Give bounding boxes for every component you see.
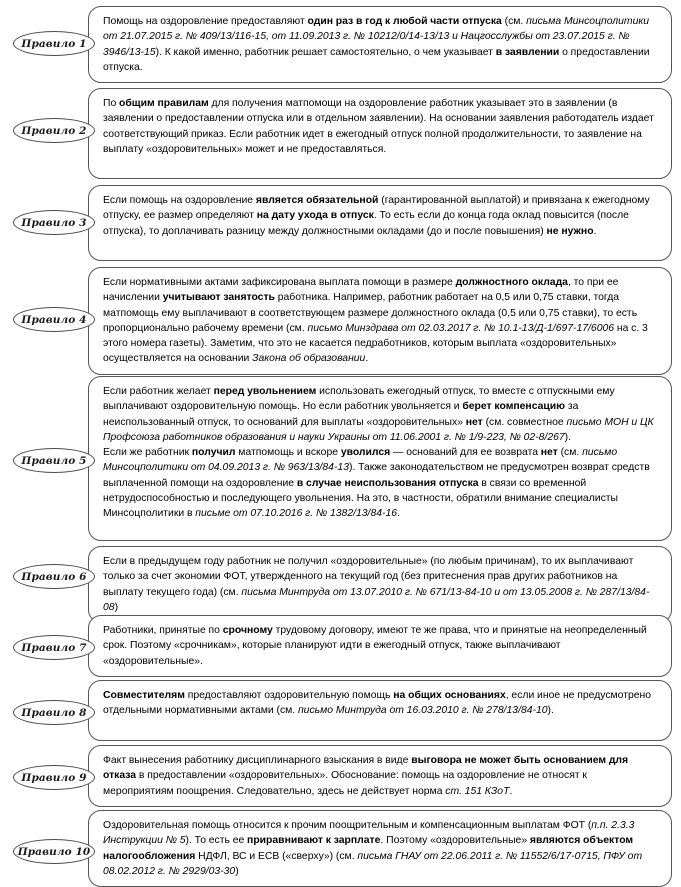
rule-badge-label-5: Правило 5: [21, 454, 87, 467]
rule-box-1: [88, 6, 672, 83]
rule-badge-label-10: Правило 10: [17, 845, 91, 858]
rule-badge-3: [13, 210, 95, 235]
rule-text-5: Если работник желает перед увольнением использовать ежегодный отпуск, то вместе с отпускными ему выплачивают оздоровительную помощь. Но если работник увольняется и берет компенсацию за неиспользованный отпуск, то оснований для выплаты «оздоровительных» нет (см. совместное письмо МОН и ЦК Профсоюза работников образования и науки Украины от 11.06.2001 г. № 1/9-223, № 02-8/267). Если же работник получил матпомощь и вскоре уволился — оснований для ее возврата нет (см. письмо Минсоцполитики от 04.09.2013 г. № 963/13/84-13). Также законодательством не предусмотрен возврат средств выплаченной помощи на оздоровление в случае неиспользования отпуска в связи со временной нетрудоспособностью и последующего увольнения. На это, в частности, обратили внимание специалисты Минсоцполитики в письме от 07.10.2016 г. № 1382/13/84-16.: [103, 386, 654, 520]
rule-badge-label-1: Правило 1: [21, 37, 87, 50]
rule-badge-label-2: Правило 2: [21, 124, 87, 137]
rule-text-10: Оздоровительная помощь относится к прочим поощрительным и компенсационным выплатам ФОТ (п.п. 2.3.3 Инструкции № 5). То есть ее приравнивают к зарплате. Поэтому «оздоровительные» являются объектом налогообложения НДФЛ, ВС и ЕСВ («сверху») (см. письма ГНАУ от 22.06.2011 г. № 11552/6/17-0715, ПФУ от 08.02.2012 г. № 2929/03-30): [103, 820, 643, 877]
rule-text-4: Если нормативными актами зафиксирована выплата помощи в размере должностного оклада, то при ее начислении учитывают занятость работника. Например, работник работает на 0,5 или 0,75 ставки, тогда матпомощь ему выплачивают в соответствующем размере должностного оклада (0,5 или 0,75 ставки), то есть пропорционально рабочему времени (см. письмо Минздрава от 02.03.2017 г. № 10.1-13/Д-1/697-17/6006 на с. 3 этого номера газеты). Заметим, что это не касается педработников, которым выплата «оздоровительных» осуществляется на основании Закона об образовании.: [103, 277, 648, 365]
rule-box-10: [88, 810, 672, 887]
rule-text-7: Работники, принятые по срочному трудовому договору, имеют те же права, что и принятые на неопределенный срок. Поэтому «срочникам», которые планируют идти в ежегодный отпуск, также выплачивают «оздоровительные».: [103, 625, 647, 667]
rule-badge-label-7: Правило 7: [21, 641, 87, 654]
rule-badge-8: [13, 700, 95, 725]
rule-box-9: [88, 745, 672, 807]
rule-badge-label-6: Правило 6: [21, 570, 87, 583]
rule-box-8: [88, 680, 672, 741]
rule-badge-label-3: Правило 3: [21, 216, 87, 229]
rule-badge-10: [13, 839, 95, 864]
rule-badge-label-8: Правило 8: [21, 706, 87, 719]
rule-badge-1: [13, 31, 95, 56]
rule-box-2: [88, 88, 672, 179]
rule-box-7: [88, 615, 672, 677]
rule-text-1: Помощь на оздоровление предоставляют один раз в год к любой части отпуска (см. письма Минсоцполитики от 21.07.2015 г. № 409/13/116-15, от 11.09.2013 г. № 10212/0/14-13/13 и Нацгосслужбы от 23.07.2015 г. № 3946/13-15). К какой именно, работник решает самостоятельно, о чем указывает в заявлении о предоставлении отпуска.: [103, 16, 650, 73]
rule-box-6: [88, 546, 672, 623]
rule-text-2: По общим правилам для получения матпомощи на оздоровление работник указывает это в заявлении (в заявлении о предоставлении отпуска или в отдельном заявлении). На основании заявления работодатель издает соответствующий приказ. Если работник идет в ежегодный отпуск полной продолжительности, то заявление на выплату «оздоровительных» может и не предоставляться.: [103, 98, 654, 155]
rule-badge-label-9: Правило 9: [21, 771, 87, 784]
rule-text-9: Факт вынесения работнику дисциплинарного взыскания в виде выговора не может быть основанием для отказа в предоставлении «оздоровительных». Обоснование: помощь на оздоровление не относят к мероприятиям поощрения. Следовательно, здесь не действует норма ст. 151 КЗоТ.: [103, 755, 629, 797]
rule-badge-5: [13, 448, 95, 473]
rule-box-3: [88, 185, 672, 261]
rule-box-4: [88, 267, 672, 375]
rule-badge-6: [13, 564, 95, 589]
rule-badge-9: [13, 765, 95, 790]
rule-badge-7: [13, 635, 95, 660]
rule-text-8: Совместителям предоставляют оздоровительную помощь на общих основаниях, если иное не предусмотрено отдельными нормативными актами (см. письмо Минтруда от 16.03.2010 г. № 278/13/84-10).: [103, 690, 652, 717]
rule-badge-label-4: Правило 4: [21, 313, 87, 326]
rule-text-3: Если помощь на оздоровление является обязательной (гарантированной выплатой) и привязана к ежегодному отпуску, ее размер определяют на дату ухода в отпуск. То есть если до конца года оклад повысится (после отпуска), то доплачивать разницу между должностными окладами (до и после повышения) не нужно.: [103, 195, 650, 237]
rule-box-5: [88, 376, 672, 541]
rule-text-6: Если в предыдущем году работник не получил «оздоровительные» (по любым причинам), то их выплачивают только за счет экономии ФОТ, утвержденного на текущий год (без притеснения прав других работников на выплату текущего года) (см. письма Минтруда от 13.07.2010 г. № 671/13-84-10 и от 13.05.2008 г. № 287/13/84-08): [103, 556, 650, 613]
rule-badge-2: [13, 118, 95, 143]
rule-badge-4: [13, 307, 95, 332]
